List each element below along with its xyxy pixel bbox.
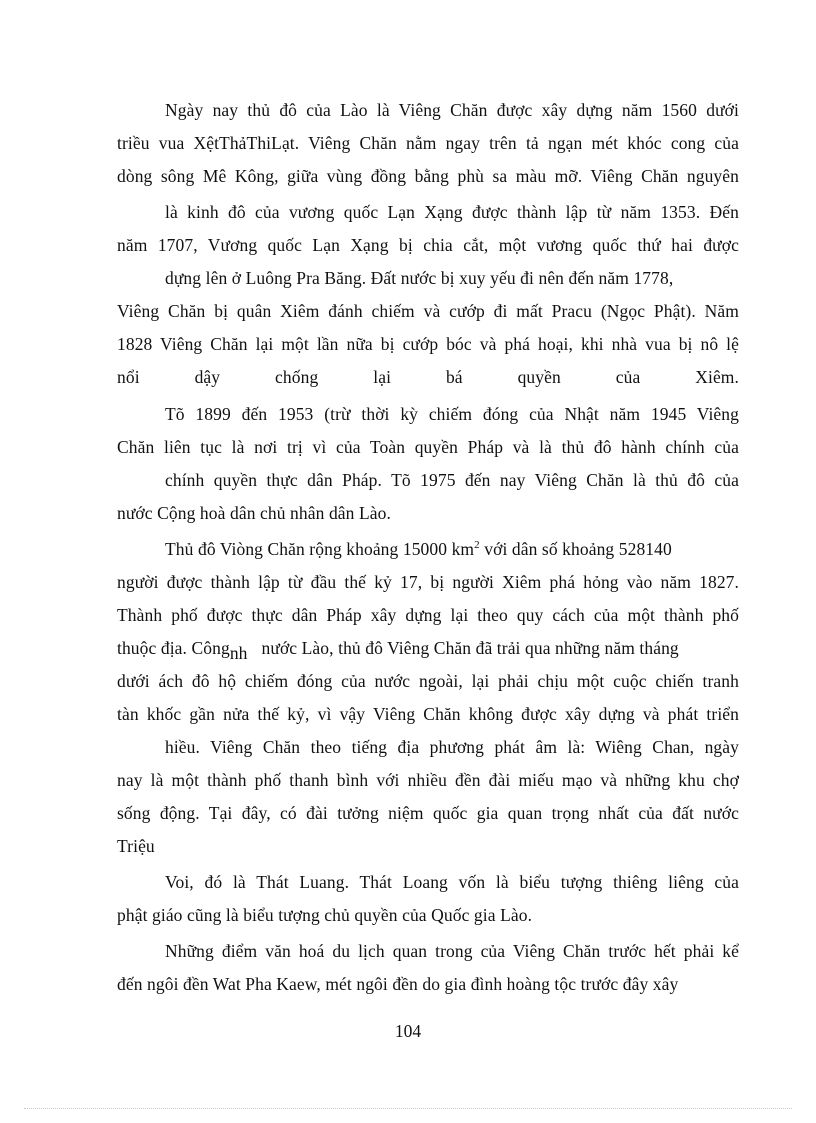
- text-line: hiều. Viêng Chăn theo tiếng địa phương phát âm là: Wiêng Chan, ngày: [165, 737, 739, 757]
- text-line: tàn khốc gần nửa thế kỷ, vì vậy Viêng Chăn không được xây dựng và phát triển: [117, 704, 739, 724]
- superscript: 2: [474, 539, 480, 552]
- text-line: người được thành lập từ đầu thế kỷ 17, bị người Xiêm phá hỏng vào năm 1827.: [117, 572, 739, 592]
- text-line: nổi dậy chống lại bá quyền của Xiêm.: [117, 367, 739, 387]
- text-line: [165, 538, 739, 560]
- text-line: đến ngôi đền Wat Pha Kaew, mét ngôi đền do gia đình hoàng tộc trước đây xây: [117, 974, 679, 994]
- text-segment: với dân số khoảng 528140: [479, 539, 672, 559]
- text-line: 1828 Viêng Chăn lại một lần nữa bị cướp bóc và phá hoại, khi nhà vua bị nô lệ: [117, 334, 739, 354]
- text-line: Triệu: [117, 836, 155, 856]
- text-segment: Thủ đô Viòng Chăn rộng khoảng 15000 km: [165, 539, 475, 559]
- text-line: Những điểm văn hoá du lịch quan trong của Viêng Chăn trước hết phải kể: [165, 941, 739, 961]
- text-line: là kinh đô của vương quốc Lạn Xạng được thành lập từ năm 1353. Đến: [165, 202, 739, 222]
- page-bottom-divider: [24, 1108, 792, 1109]
- text-line: Chăn liên tục là nơi trị vì của Toàn quyền Pháp và là thủ đô hành chính của: [117, 437, 739, 457]
- text-line: dưới ách đô hộ chiếm đóng của nước ngoài, lại phải chịu một cuộc chiến tranh: [117, 671, 739, 691]
- text-line: nay là một thành phố thanh bình với nhiều đền đài miếu mạo và những khu chợ: [117, 770, 739, 790]
- text-line: Viêng Chăn bị quân Xiêm đánh chiếm và cướp đi mất Pracu (Ngọc Phật). Năm: [117, 301, 739, 321]
- text-line: Thành phố được thực dân Pháp xây dựng lại theo quy cách của một thành phố: [117, 605, 739, 625]
- text-line: dựng lên ở Luông Pra Băng. Đất nước bị xuy yếu đi nên đến năm 1778,: [165, 268, 674, 288]
- text-line: năm 1707, Vương quốc Lạn Xạng bị chia cắt, một vương quốc thứ hai được: [117, 235, 739, 255]
- text-line: triều vua XệtThảThiLạt. Viêng Chăn nằm ngay trên tả ngạn mét khóc cong của: [117, 133, 739, 153]
- text-line: nước Cộng hoà dân chủ nhân dân Lào.: [117, 503, 391, 523]
- text-line: Voi, đó là Thát Luang. Thát Loang vốn là biểu tượng thiêng liêng của: [165, 872, 739, 892]
- text-fragment: nh: [229, 643, 248, 663]
- page-number: 104: [394, 1021, 422, 1041]
- text-line: Tõ 1899 đến 1953 (trừ thời kỳ chiếm đóng của Nhật năm 1945 Viêng: [165, 404, 739, 424]
- text-line: [117, 637, 739, 663]
- text-segment: nước Lào, thủ đô Viêng Chăn đã trải qua những năm tháng: [261, 638, 679, 658]
- text-line: sống động. Tại đây, có đài tưởng niệm quốc gia quan trọng nhất của đất nước: [117, 803, 739, 823]
- text-segment: thuộc địa. Công: [117, 638, 230, 658]
- text-line: phật giáo cũng là biểu tượng chủ quyền của Quốc gia Lào.: [117, 905, 533, 925]
- text-line: chính quyền thực dân Pháp. Tõ 1975 đến nay Viêng Chăn là thủ đô của: [165, 470, 739, 490]
- text-line: dòng sông Mê Kông, giữa vùng đồng bằng phù sa màu mỡ. Viêng Chăn nguyên: [117, 166, 739, 186]
- text-line: Ngày nay thủ đô của Lào là Viêng Chăn được xây dựng năm 1560 dưới: [165, 100, 739, 120]
